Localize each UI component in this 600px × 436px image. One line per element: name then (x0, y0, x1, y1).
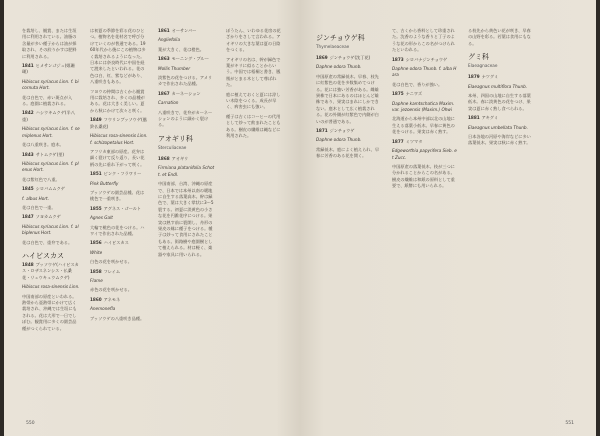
entry-description: 中国原産の落葉低木。枝が三つに分かれることからこの名がある。樹皮の繊維は和紙の原料として重要で、紙幣にも用いられる。 (392, 163, 455, 189)
section-heading-latin: Sterculiaceae (158, 144, 187, 150)
section-heading: グミ科 (468, 53, 489, 62)
entry-name: オーサンバー (171, 28, 197, 33)
entry-number: 1843 (22, 151, 34, 157)
entry-description: 花は白色で、赤い斑点が入る。庭園に植栽される。 (22, 94, 73, 107)
entry-number: 1851 (90, 171, 102, 177)
entry-number: 1856 (90, 240, 102, 246)
species-entry (158, 156, 216, 162)
entry-description: ブッソウゲの八重咲き品種。 (90, 315, 145, 321)
species-entry (22, 214, 80, 220)
body-paragraph: を栽培し、観賞、または生垣用に利用されている。油脂の含量が多い種子からは油が採取され、その絞りかすは肥料に利用される。 (22, 28, 77, 59)
species-entry (468, 74, 534, 80)
species-entry (22, 262, 80, 281)
entry-description: 葉が大きく、花は橙色。 (158, 46, 204, 52)
entry-number: 1875 (392, 91, 404, 97)
entry-description: 白色の花を咲かせる。 (90, 259, 132, 265)
entry-latin-name: Pink Butterfly (90, 180, 119, 186)
entry-description: 常緑低木。庭によく植えられ、早春に芳香のある花を開く。 (316, 146, 380, 159)
entry-description: 日本各地の河原や海岸などに多い落葉低木。果実は秋に赤く熟す。 (468, 134, 531, 146)
section-heading-latin: Thymelaeaceae (316, 44, 350, 49)
entry-latin-name: Firmiana platanifolia Schott. et Endl. (158, 165, 215, 177)
entry-latin-name: Hibiscus syriacus Linn. f. bicornuta Hort. (22, 78, 79, 91)
body-paragraph: る枝先から黄色い花が咲き、早春の山野を彩る。若葉は食用にもなる。 (468, 28, 531, 46)
entry-name: ピンク・フラワリー (103, 171, 142, 177)
entry-name: ジンチョウゲ (329, 128, 355, 134)
entry-description: アフリカ東部の原産。花弁は細く裂けて反り返り、長い花柄の先に垂れ下がって咲く。 (90, 148, 145, 167)
species-entry (22, 110, 80, 123)
entry-description: 花は紫紅色で八重。 (22, 176, 60, 182)
entry-description: 本州、四国の山地に自生する落葉低木。春に淡黄色の花をつけ、果実は夏に赤く熟し食べられる。 (468, 93, 531, 111)
entry-latin-name: White (90, 249, 103, 255)
entry-latin-name: Hibiscus rosa-sinensis Linn. f. schizopetalus Hort. (90, 133, 148, 145)
entry-name: アグネス・ゴールト (103, 205, 142, 211)
left-page (4, 0, 300, 436)
entry-latin-name: Daphne kamtschatica Maxim. var. jezoensis (Maxim.) Ohwi (392, 100, 455, 113)
entry-latin-name: f. albus Hort. (22, 195, 50, 201)
species-entry (90, 269, 148, 275)
entry-number: 1847 (22, 214, 34, 220)
entry-latin-name: Edgeworthia papyrifera Sieb. et Zucc. (392, 148, 457, 160)
entry-number: 1845 (22, 186, 34, 192)
entry-latin-name: Elaeagnus multiflora Thunb. (468, 83, 528, 89)
species-entry (316, 55, 382, 61)
entry-description: 八重咲きで、花弁がカーネーションのように細かく裂ける。 (158, 109, 213, 128)
entry-description: 花は白色で、重弁である。 (22, 239, 73, 245)
species-entry (468, 115, 534, 121)
species-entry (90, 117, 148, 130)
entry-description: 北海道から本州中部以北の山地に生える落葉小低木。早春に黄色の花をつける。果実は赤く熟す。 (392, 116, 455, 135)
entry-description: 赤色の花を咲かせる。 (90, 287, 132, 293)
species-entry (90, 297, 148, 303)
book-spread (4, 0, 596, 436)
entry-name: シロバナジンチョウゲ (405, 56, 448, 62)
entry-latin-name: Carnation (158, 100, 179, 106)
entry-description: 花は白色で一重。 (22, 204, 56, 210)
left-page-number: 550 (26, 421, 35, 426)
right-column-3 (468, 28, 534, 150)
section-heading: ハイビスカス (22, 251, 64, 260)
entry-latin-name: Elaeagnus umbellata Thunb. (468, 124, 528, 130)
entry-name: ハシウキムクゲ(半八重) (22, 110, 75, 122)
entry-latin-name: Daphne odora Thunb. (316, 137, 362, 143)
entry-number: 1868 (158, 155, 170, 161)
section-heading: アオギリ科 (158, 134, 193, 143)
species-entry (90, 240, 148, 246)
entry-name: ハイビスカス (103, 240, 129, 246)
species-entry (158, 56, 216, 62)
entry-number: 1855 (90, 205, 102, 211)
entry-number: 1849 (90, 117, 102, 123)
entry-number: 1842 (22, 110, 34, 116)
entry-name: アネモネ (103, 296, 121, 302)
entry-description: 中国南部、台湾、沖縄の原産で、日本では本州以南の暖地に自生する落葉高木。幹は緑色で、葉は大きく掌状に3〜5裂する。初夏に淡黄色の小さな花を円錐花序につける。果実は熟す前に裂開し、舟形の果皮の縁に種子をつける。種子は炒って食用にされたこともある。街路樹や庭園樹として植えられる。材は軽く、楽器や家具に用いられる。 (158, 181, 214, 257)
species-entry (316, 128, 382, 134)
left-column-1 (22, 28, 80, 335)
entry-name: ジンチョウゲ(沈丁花) (329, 55, 371, 60)
right-column-2 (392, 28, 458, 193)
entry-name: ソヨカムクゲ (35, 214, 61, 220)
entry-number: 1881 (468, 115, 480, 121)
species-entry (158, 28, 216, 34)
entry-description: 淡紫色の花をつける。アメリカで作出された品種。 (158, 75, 213, 87)
entry-description: 花は八重咲き。庭木。 (22, 142, 64, 148)
entry-name: ナニワズ (405, 91, 423, 97)
species-entry (392, 91, 458, 97)
entry-description: 大輪で桃色の花をつける。ハワイで作出された品種。 (90, 224, 145, 236)
species-entry (158, 91, 216, 97)
entry-name: モーニング・ブルー (171, 56, 209, 62)
left-column-4 (226, 28, 284, 143)
species-entry (90, 206, 148, 212)
entry-number: 1863 (158, 56, 170, 62)
entry-description: 中国原産の常緑低木。早春、枝先に紅紫色の花を多数集めてつける。花には強い芳香がある。雌雄異株で日本にあるのはほとんど雄株であり、果実はまれにしかできない。庭木として広く植栽される。花の外側が紅紫色で内側が白いのが普通である。 (316, 73, 379, 124)
entry-latin-name: Mollis Thumber (158, 65, 191, 71)
entry-name: ミツマタ (405, 138, 423, 144)
left-column-2 (90, 28, 148, 325)
entry-latin-name: Anemonefla (90, 306, 116, 312)
body-paragraph: 庭に植えておくと夏には涼しい木陰をつくる。成長が早く、病害虫にも強い。 (226, 91, 281, 110)
right-page (300, 0, 596, 436)
entry-number: 1873 (392, 56, 404, 62)
entry-latin-name: Hibiscus syriacus Linn. f. albiplenus Hort. (22, 223, 79, 236)
entry-latin-name: Hibiscus rosa-sinensis Linn. (22, 284, 80, 290)
entry-name: フレイム (103, 268, 121, 274)
species-entry (90, 171, 148, 177)
species-entry (22, 152, 80, 158)
right-page-number: 551 (565, 421, 574, 426)
entry-latin-name: Hibiscus syriacus Linn. f. semiplenus Hort. (22, 126, 80, 138)
entry-number: 1869 (316, 55, 328, 60)
entry-name: ナツグミ (481, 74, 499, 80)
body-paragraph: フヨウの仲間は古くから観賞用に栽培され、多くの品種がある。花は大きく美しい。夏から秋にかけて次々と咲く。 (90, 88, 145, 113)
species-entry (392, 139, 458, 145)
entry-latin-name: Angliefolia (158, 37, 181, 43)
entry-number: 1860 (90, 296, 102, 302)
entry-description: ブッソウゲの園芸品種。花は桃色で一重咲き。 (90, 189, 145, 202)
entry-number: 1871 (316, 128, 328, 134)
entry-name: シロバムムクゲ (35, 186, 65, 192)
entry-name: アキグミ (481, 115, 499, 121)
entry-description: 花は白色で、香りが強い。 (392, 81, 443, 87)
left-column-3 (158, 28, 216, 261)
entry-number: 1867 (158, 90, 170, 96)
entry-name: サトムクゲ(里) (35, 151, 65, 157)
entry-name: フウリンブッソウゲ(風鈴仏桑花) (90, 117, 147, 129)
species-entry (22, 186, 80, 192)
entry-number: 1841 (22, 63, 34, 69)
section-heading: ジンチョウゲ科 (316, 34, 365, 42)
body-paragraph: 種子は古くはコーヒーの代用として炒って飲まれたこともある。樹皮の繊維は縄などに利用された。 (226, 113, 281, 139)
entry-name: アオギリ (171, 155, 189, 161)
section-heading-latin: Elaeagnaceae (468, 63, 498, 69)
entry-number: 1861 (158, 28, 170, 33)
entry-number: 1877 (392, 138, 404, 144)
entry-number: 1848 (22, 261, 34, 267)
right-column-1 (316, 28, 382, 163)
entry-latin-name: Hibiscus syriacus Linn. f. plenus Hort. (22, 160, 79, 173)
entry-name: ブッソウゲ(ハイビスカス・ロザスネンシス・仏桑花・リュウキュウムクゲ) (22, 261, 79, 280)
body-paragraph: ぼうたん、いわゆる花房の花ざかりをさして言われる。アオギリの大きな葉は夏の日陰をつくる。 (226, 28, 281, 53)
entry-latin-name: Daphne odora Thunb. (316, 64, 362, 70)
entry-number: 1879 (468, 74, 480, 80)
body-paragraph: は初夏の季節を彩る花のひとつ。植物名を花材名で呼び分けていくのが普通である。1960年代から後にこの植物は多く栽培されるようになった。日本には奈良時代に中国を経て渡来したといわれる。花の色は白、紅、紫などがあり、八重咲きもある。 (90, 28, 146, 85)
entry-name: カーネーション (171, 90, 201, 96)
entry-number: 1858 (90, 268, 102, 274)
species-entry (22, 63, 80, 76)
entry-latin-name: Flame (90, 278, 103, 283)
entry-latin-name: Agnes Galt (90, 215, 113, 221)
body-paragraph: アオギリの名は、幹が緑色で葉がキリに似ることからいう。中国では梧桐と書き、鳳凰がとまる木として尊ばれた。 (226, 56, 281, 88)
entry-name: ヒメサンゴジュ(姫珊瑚) (22, 63, 75, 75)
species-entry (392, 57, 458, 63)
body-paragraph: て、古くから香料として珍重された。沈香のような香りと丁子のような花の形からこの名がつけられたといわれる。 (392, 28, 455, 53)
entry-description: 中国南部の原産といわれる。熱帯から亜熱帯にかけて広く栽培され、沖縄では生垣にもされる。花は大形で一日でしぼむ。観賞用に多くの園芸品種がつくられている。 (22, 293, 77, 331)
entry-latin-name: Daphne odora Thunb. f. alba Hara (392, 66, 457, 78)
